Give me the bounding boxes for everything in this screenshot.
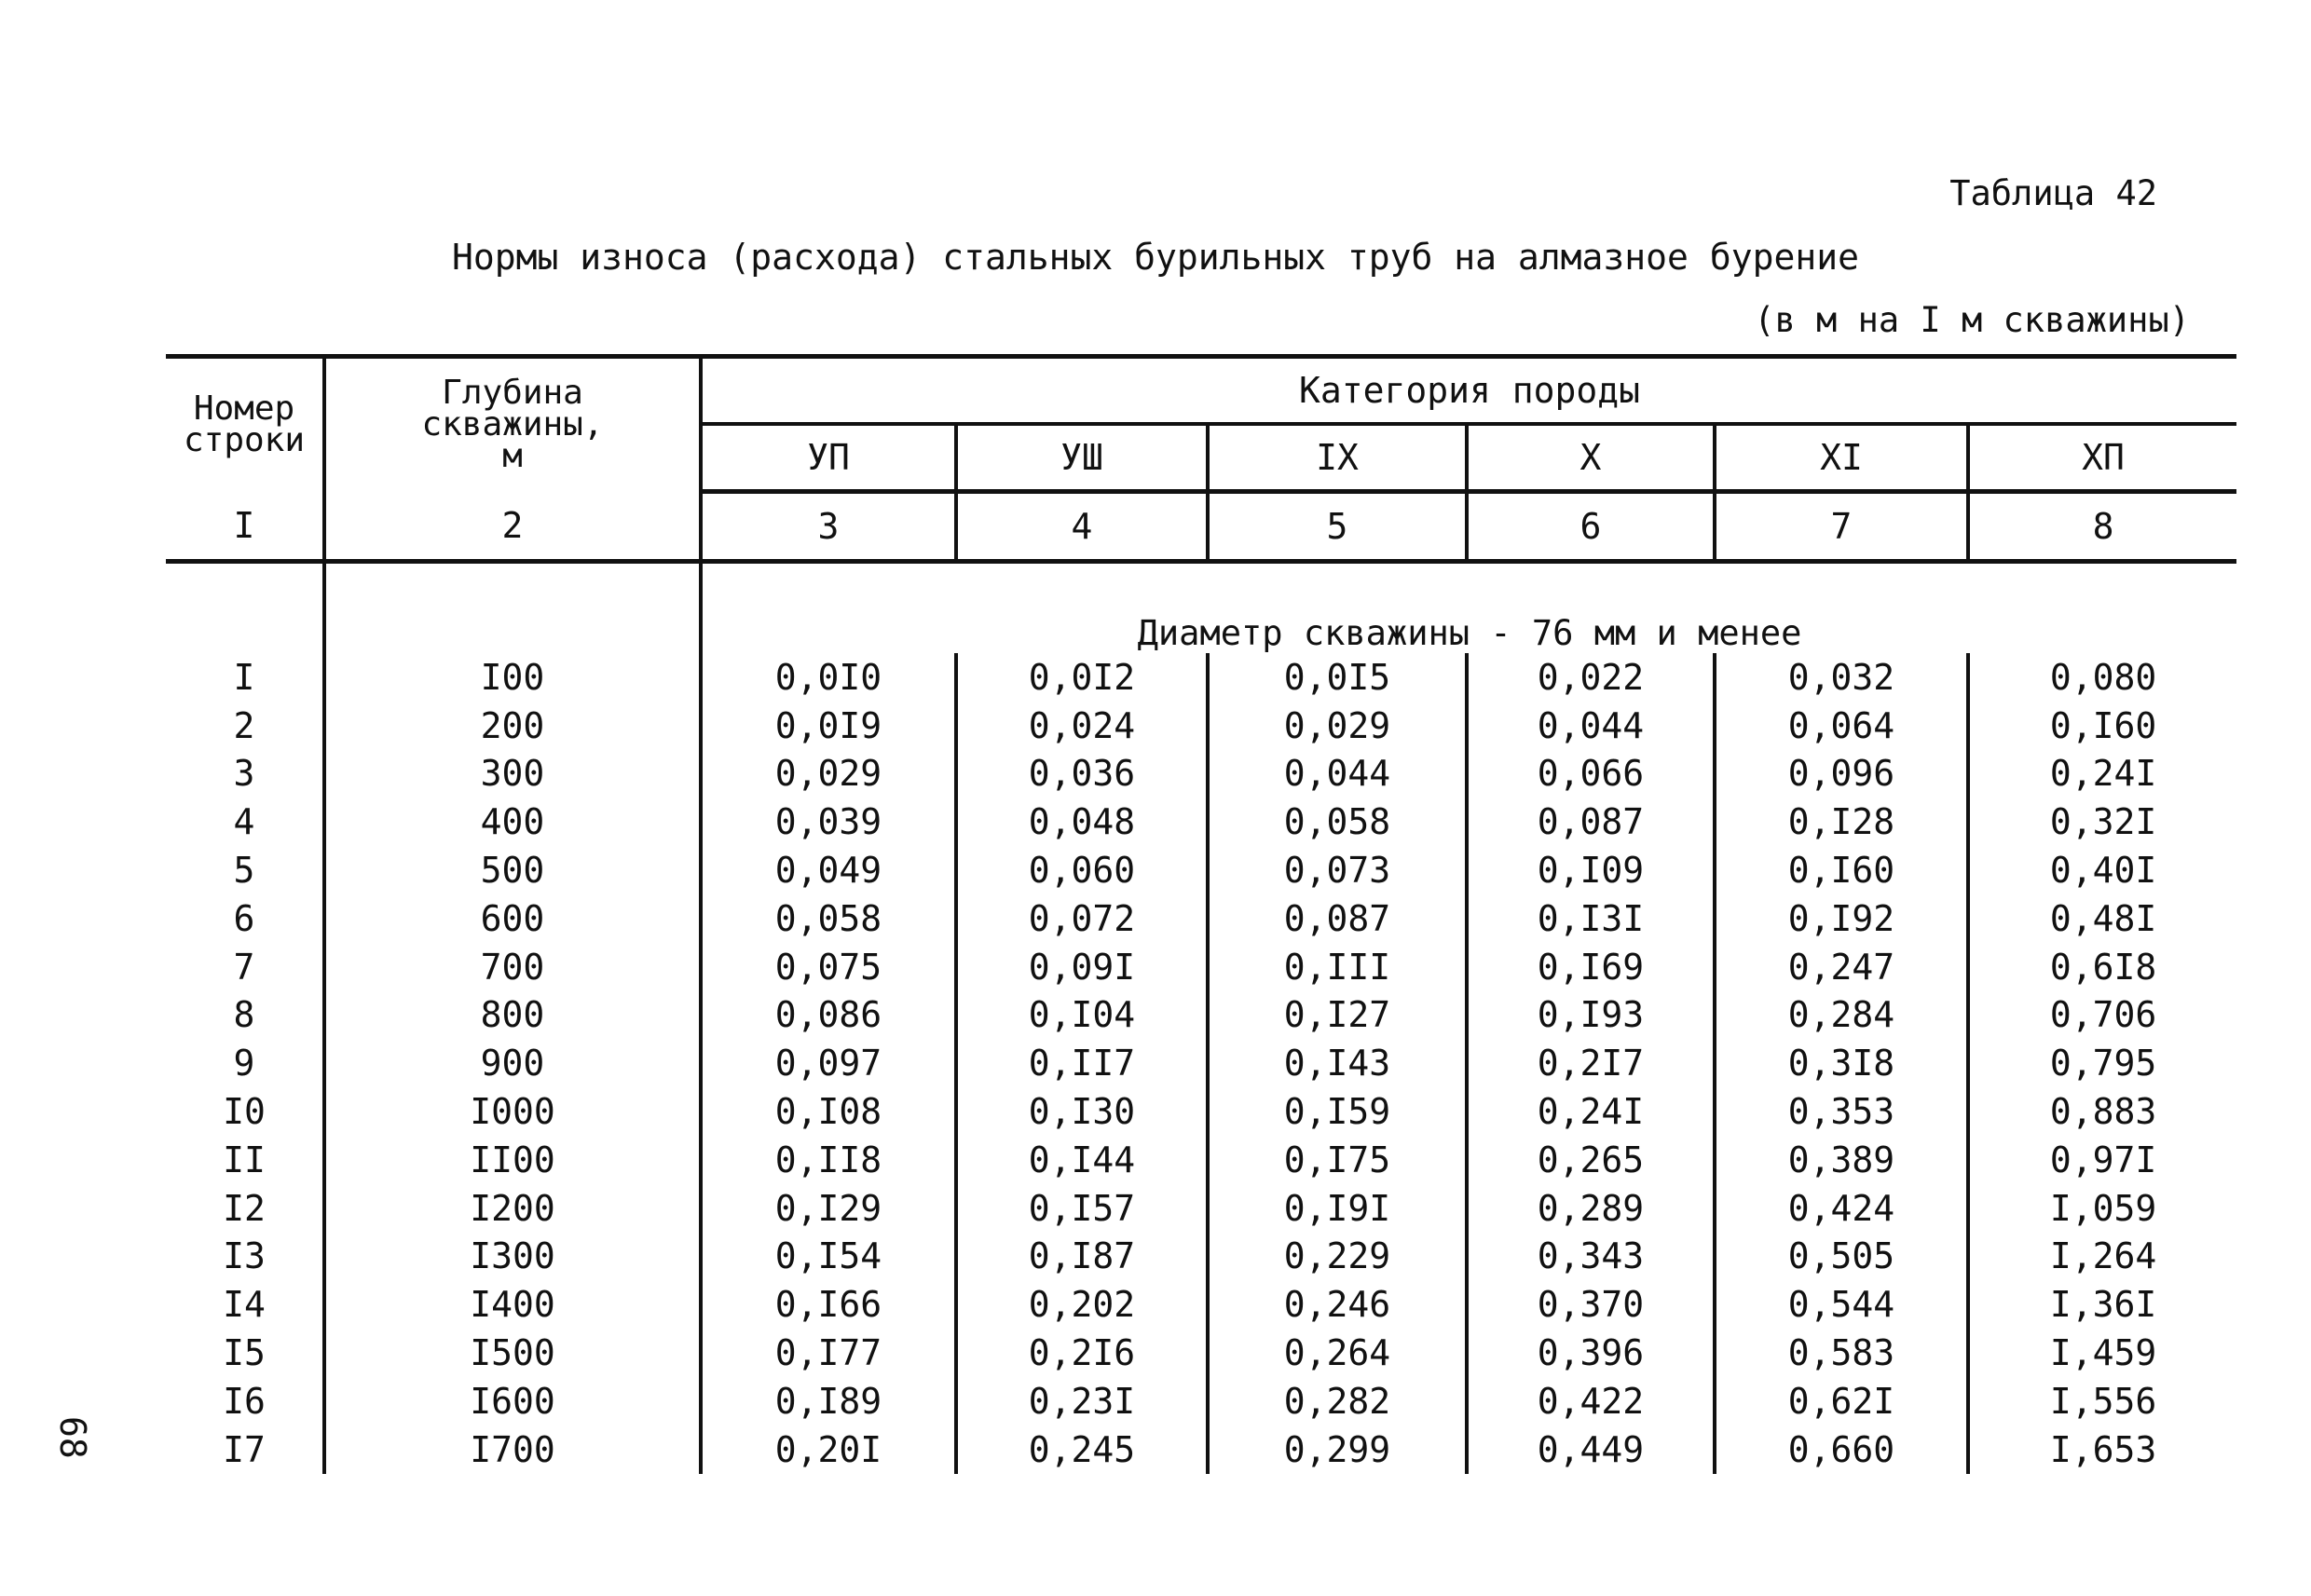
wear-norm-cell: 0,883	[1968, 1087, 2236, 1136]
table-row	[166, 1280, 2236, 1329]
table-row	[166, 1377, 2236, 1425]
header-rock-category: Категория породы	[701, 357, 2236, 425]
table-row	[166, 1425, 2236, 1474]
row-number-cell: I2	[223, 1187, 266, 1229]
wear-norm-cell: 0,I92	[1715, 894, 1968, 943]
wear-norm-cell: 0,353	[1715, 1087, 1968, 1136]
wear-norm-cell: I,556	[1968, 1377, 2236, 1425]
norms-table	[166, 354, 2236, 1474]
wear-norm-cell: 0,024	[956, 702, 1208, 750]
wear-norm-cell: 0,044	[1208, 750, 1467, 798]
wear-norm-cell: 0,282	[1208, 1377, 1467, 1425]
column-number: 8	[1968, 492, 2236, 562]
wear-norm-cell: 0,029	[701, 750, 956, 798]
table-header	[166, 357, 2236, 562]
wear-norm-cell: 0,32I	[1968, 798, 2236, 846]
wear-norm-cell: 0,2I6	[956, 1329, 1208, 1377]
wear-norm-cell: 0,48I	[1968, 894, 2236, 943]
wear-norm-cell: 0,23I	[956, 1377, 1208, 1425]
table-row	[166, 1136, 2236, 1184]
wear-norm-cell: 0,2I7	[1467, 1039, 1715, 1087]
wear-norm-cell: 0,583	[1715, 1329, 1968, 1377]
column-number: 3	[701, 492, 956, 562]
row-number-cell: I4	[223, 1284, 266, 1326]
depth-cell: 900	[324, 1039, 701, 1087]
row-number-cell: 4	[233, 801, 255, 843]
wear-norm-cell: 0,II8	[701, 1136, 956, 1184]
wear-norm-cell: 0,I57	[956, 1184, 1208, 1233]
wear-norm-cell: 0,24I	[1467, 1087, 1715, 1136]
wear-norm-cell: 0,I60	[1968, 702, 2236, 750]
wear-norm-cell: 0,I9I	[1208, 1184, 1467, 1233]
wear-norm-cell: 0,066	[1467, 750, 1715, 798]
row-number-cell: I3	[223, 1235, 266, 1277]
wear-norm-cell: 0,246	[1208, 1280, 1467, 1329]
wear-norm-cell: 0,I87	[956, 1233, 1208, 1281]
wear-norm-cell: 0,I3I	[1467, 894, 1715, 943]
row-number-cell: I	[233, 656, 255, 698]
wear-norm-cell: 0,389	[1715, 1136, 1968, 1184]
wear-norm-cell: 0,795	[1968, 1039, 2236, 1087]
depth-cell: I700	[324, 1425, 701, 1474]
depth-cell: 400	[324, 798, 701, 846]
wear-norm-cell: 0,299	[1208, 1425, 1467, 1474]
depth-cell: I00	[324, 653, 701, 702]
table-row	[166, 750, 2236, 798]
header-depth-line-1: Глубина	[442, 374, 583, 413]
wear-norm-cell: 0,0I5	[1208, 653, 1467, 702]
row-number-cell: I0	[223, 1091, 266, 1133]
unit-note: (в м на I м скважины)	[1754, 300, 2190, 340]
depth-cell: I500	[324, 1329, 701, 1377]
depth-cell: 600	[324, 894, 701, 943]
wear-norm-cell: 0,058	[701, 894, 956, 943]
table-row	[166, 798, 2236, 846]
row-number-cell: 2	[233, 704, 255, 746]
wear-norm-cell: 0,I09	[1467, 846, 1715, 894]
table-row	[166, 1233, 2236, 1281]
table-row	[166, 1087, 2236, 1136]
wear-norm-cell: 0,I08	[701, 1087, 956, 1136]
wear-norm-cell: 0,I44	[956, 1136, 1208, 1184]
header-depth	[324, 357, 701, 492]
header-depth-line-3: м	[502, 437, 523, 476]
depth-cell: 800	[324, 991, 701, 1040]
wear-norm-cell: 0,III	[1208, 943, 1467, 991]
wear-norm-cell: 0,245	[956, 1425, 1208, 1474]
table-label: Таблица 42	[1949, 173, 2157, 213]
depth-cell: I200	[324, 1184, 701, 1233]
wear-norm-cell: 0,I75	[1208, 1136, 1467, 1184]
wear-norm-cell: 0,036	[956, 750, 1208, 798]
wear-norm-cell: 0,029	[1208, 702, 1467, 750]
table-row	[166, 1039, 2236, 1087]
wear-norm-cell: I,264	[1968, 1233, 2236, 1281]
wear-norm-cell: 0,I66	[701, 1280, 956, 1329]
wear-norm-cell: 0,060	[956, 846, 1208, 894]
wear-norm-cell: 0,I59	[1208, 1087, 1467, 1136]
category-header: X	[1467, 424, 1715, 492]
wear-norm-cell: 0,97I	[1968, 1136, 2236, 1184]
wear-norm-cell: 0,I43	[1208, 1039, 1467, 1087]
category-header: УП	[701, 424, 956, 492]
category-header: XП	[1968, 424, 2236, 492]
wear-norm-cell: 0,62I	[1715, 1377, 1968, 1425]
wear-norm-cell: 0,505	[1715, 1233, 1968, 1281]
row-number-cell: 3	[233, 753, 255, 795]
wear-norm-cell: 0,20I	[701, 1425, 956, 1474]
wear-norm-cell: 0,396	[1467, 1329, 1715, 1377]
wear-norm-cell: 0,I27	[1208, 991, 1467, 1040]
wear-norm-cell: 0,058	[1208, 798, 1467, 846]
wear-norm-cell: 0,064	[1715, 702, 1968, 750]
wear-norm-cell: I,459	[1968, 1329, 2236, 1377]
wear-norm-cell: 0,I30	[956, 1087, 1208, 1136]
category-header: IX	[1208, 424, 1467, 492]
wear-norm-cell: 0,09I	[956, 943, 1208, 991]
wear-norm-cell: 0,032	[1715, 653, 1968, 702]
wear-norm-cell: 0,075	[701, 943, 956, 991]
wear-norm-cell: 0,039	[701, 798, 956, 846]
wear-norm-cell: 0,343	[1467, 1233, 1715, 1281]
wear-norm-cell: 0,544	[1715, 1280, 1968, 1329]
wear-norm-cell: 0,6I8	[1968, 943, 2236, 991]
header-depth-line-2: скважины,	[421, 405, 604, 444]
table-row	[166, 991, 2236, 1040]
table-row	[166, 1184, 2236, 1233]
wear-norm-cell: 0,049	[701, 846, 956, 894]
wear-norm-cell: 0,I29	[701, 1184, 956, 1233]
wear-norm-cell: 0,I04	[956, 991, 1208, 1040]
depth-cell: 200	[324, 702, 701, 750]
wear-norm-cell: 0,I28	[1715, 798, 1968, 846]
wear-norm-cell: I,653	[1968, 1425, 2236, 1474]
row-number-cell: I6	[223, 1380, 266, 1422]
table-body	[166, 562, 2236, 1474]
row-number-cell: 9	[233, 1043, 255, 1084]
wear-norm-cell: 0,202	[956, 1280, 1208, 1329]
depth-cell: II00	[324, 1136, 701, 1184]
wear-norm-cell: 0,I69	[1467, 943, 1715, 991]
wear-norm-cell: I,36I	[1968, 1280, 2236, 1329]
header-row-number: Номер строки	[166, 357, 324, 492]
wear-norm-cell: 0,449	[1467, 1425, 1715, 1474]
wear-norm-cell: 0,022	[1467, 653, 1715, 702]
wear-norm-cell: 0,I54	[701, 1233, 956, 1281]
wear-norm-cell: 0,072	[956, 894, 1208, 943]
wear-norm-cell: 0,I77	[701, 1329, 956, 1377]
wear-norm-cell: 0,087	[1208, 894, 1467, 943]
row-number-cell: I7	[223, 1428, 266, 1470]
category-header: XI	[1715, 424, 1968, 492]
wear-norm-cell: 0,048	[956, 798, 1208, 846]
wear-norm-cell: 0,229	[1208, 1233, 1467, 1281]
wear-norm-cell: 0,247	[1715, 943, 1968, 991]
column-number: 2	[324, 492, 701, 562]
wear-norm-cell: 0,086	[701, 991, 956, 1040]
table-row	[166, 1329, 2236, 1377]
wear-norm-cell: 0,0I2	[956, 653, 1208, 702]
column-number: 7	[1715, 492, 1968, 562]
wear-norm-cell: 0,044	[1467, 702, 1715, 750]
wear-norm-cell: 0,422	[1467, 1377, 1715, 1425]
depth-cell: I400	[324, 1280, 701, 1329]
row-number-cell: 6	[233, 897, 255, 939]
wear-norm-cell: 0,I93	[1467, 991, 1715, 1040]
wear-norm-cell: 0,660	[1715, 1425, 1968, 1474]
row-number-cell: II	[223, 1139, 266, 1180]
column-number: I	[166, 492, 324, 562]
section-row	[166, 562, 2236, 654]
wear-norm-cell: 0,080	[1968, 653, 2236, 702]
wear-norm-cell: 0,706	[1968, 991, 2236, 1040]
wear-norm-cell: I,059	[1968, 1184, 2236, 1233]
depth-cell: I000	[324, 1087, 701, 1136]
table-row	[166, 846, 2236, 894]
wear-norm-cell: 0,424	[1715, 1184, 1968, 1233]
wear-norm-cell: 0,284	[1715, 991, 1968, 1040]
section-label: Диаметр скважины - 76 мм и менее	[701, 562, 2236, 654]
wear-norm-cell: 0,289	[1467, 1184, 1715, 1233]
depth-cell: I300	[324, 1233, 701, 1281]
category-header: УШ	[956, 424, 1208, 492]
wear-norm-cell: 0,096	[1715, 750, 1968, 798]
table-row	[166, 702, 2236, 750]
wear-norm-cell: 0,265	[1467, 1136, 1715, 1184]
column-number: 6	[1467, 492, 1715, 562]
wear-norm-cell: 0,II7	[956, 1039, 1208, 1087]
wear-norm-cell: 0,24I	[1968, 750, 2236, 798]
row-number-cell: I5	[223, 1332, 266, 1374]
wear-norm-cell: 0,370	[1467, 1280, 1715, 1329]
depth-cell: 300	[324, 750, 701, 798]
wear-norm-cell: 0,0I0	[701, 653, 956, 702]
depth-cell: I600	[324, 1377, 701, 1425]
depth-cell: 500	[324, 846, 701, 894]
page-title: Нормы износа (расхода) стальных бурильных труб на алмазное бурение	[452, 237, 1859, 278]
table-row	[166, 894, 2236, 943]
page-number: 68	[52, 1416, 93, 1459]
wear-norm-cell: 0,I89	[701, 1377, 956, 1425]
wear-norm-cell: 0,3I8	[1715, 1039, 1968, 1087]
column-number-row	[166, 492, 2236, 562]
wear-norm-cell: 0,I60	[1715, 846, 1968, 894]
depth-cell: 700	[324, 943, 701, 991]
table-row	[166, 653, 2236, 702]
wear-norm-cell: 0,40I	[1968, 846, 2236, 894]
wear-norm-cell: 0,0I9	[701, 702, 956, 750]
wear-norm-cell: 0,087	[1467, 798, 1715, 846]
wear-norm-cell: 0,264	[1208, 1329, 1467, 1377]
table-row	[166, 943, 2236, 991]
row-number-cell: 5	[233, 850, 255, 892]
wear-norm-cell: 0,097	[701, 1039, 956, 1087]
column-number: 4	[956, 492, 1208, 562]
column-number: 5	[1208, 492, 1467, 562]
row-number-cell: 8	[233, 994, 255, 1036]
row-number-cell: 7	[233, 946, 255, 988]
wear-norm-cell: 0,073	[1208, 846, 1467, 894]
